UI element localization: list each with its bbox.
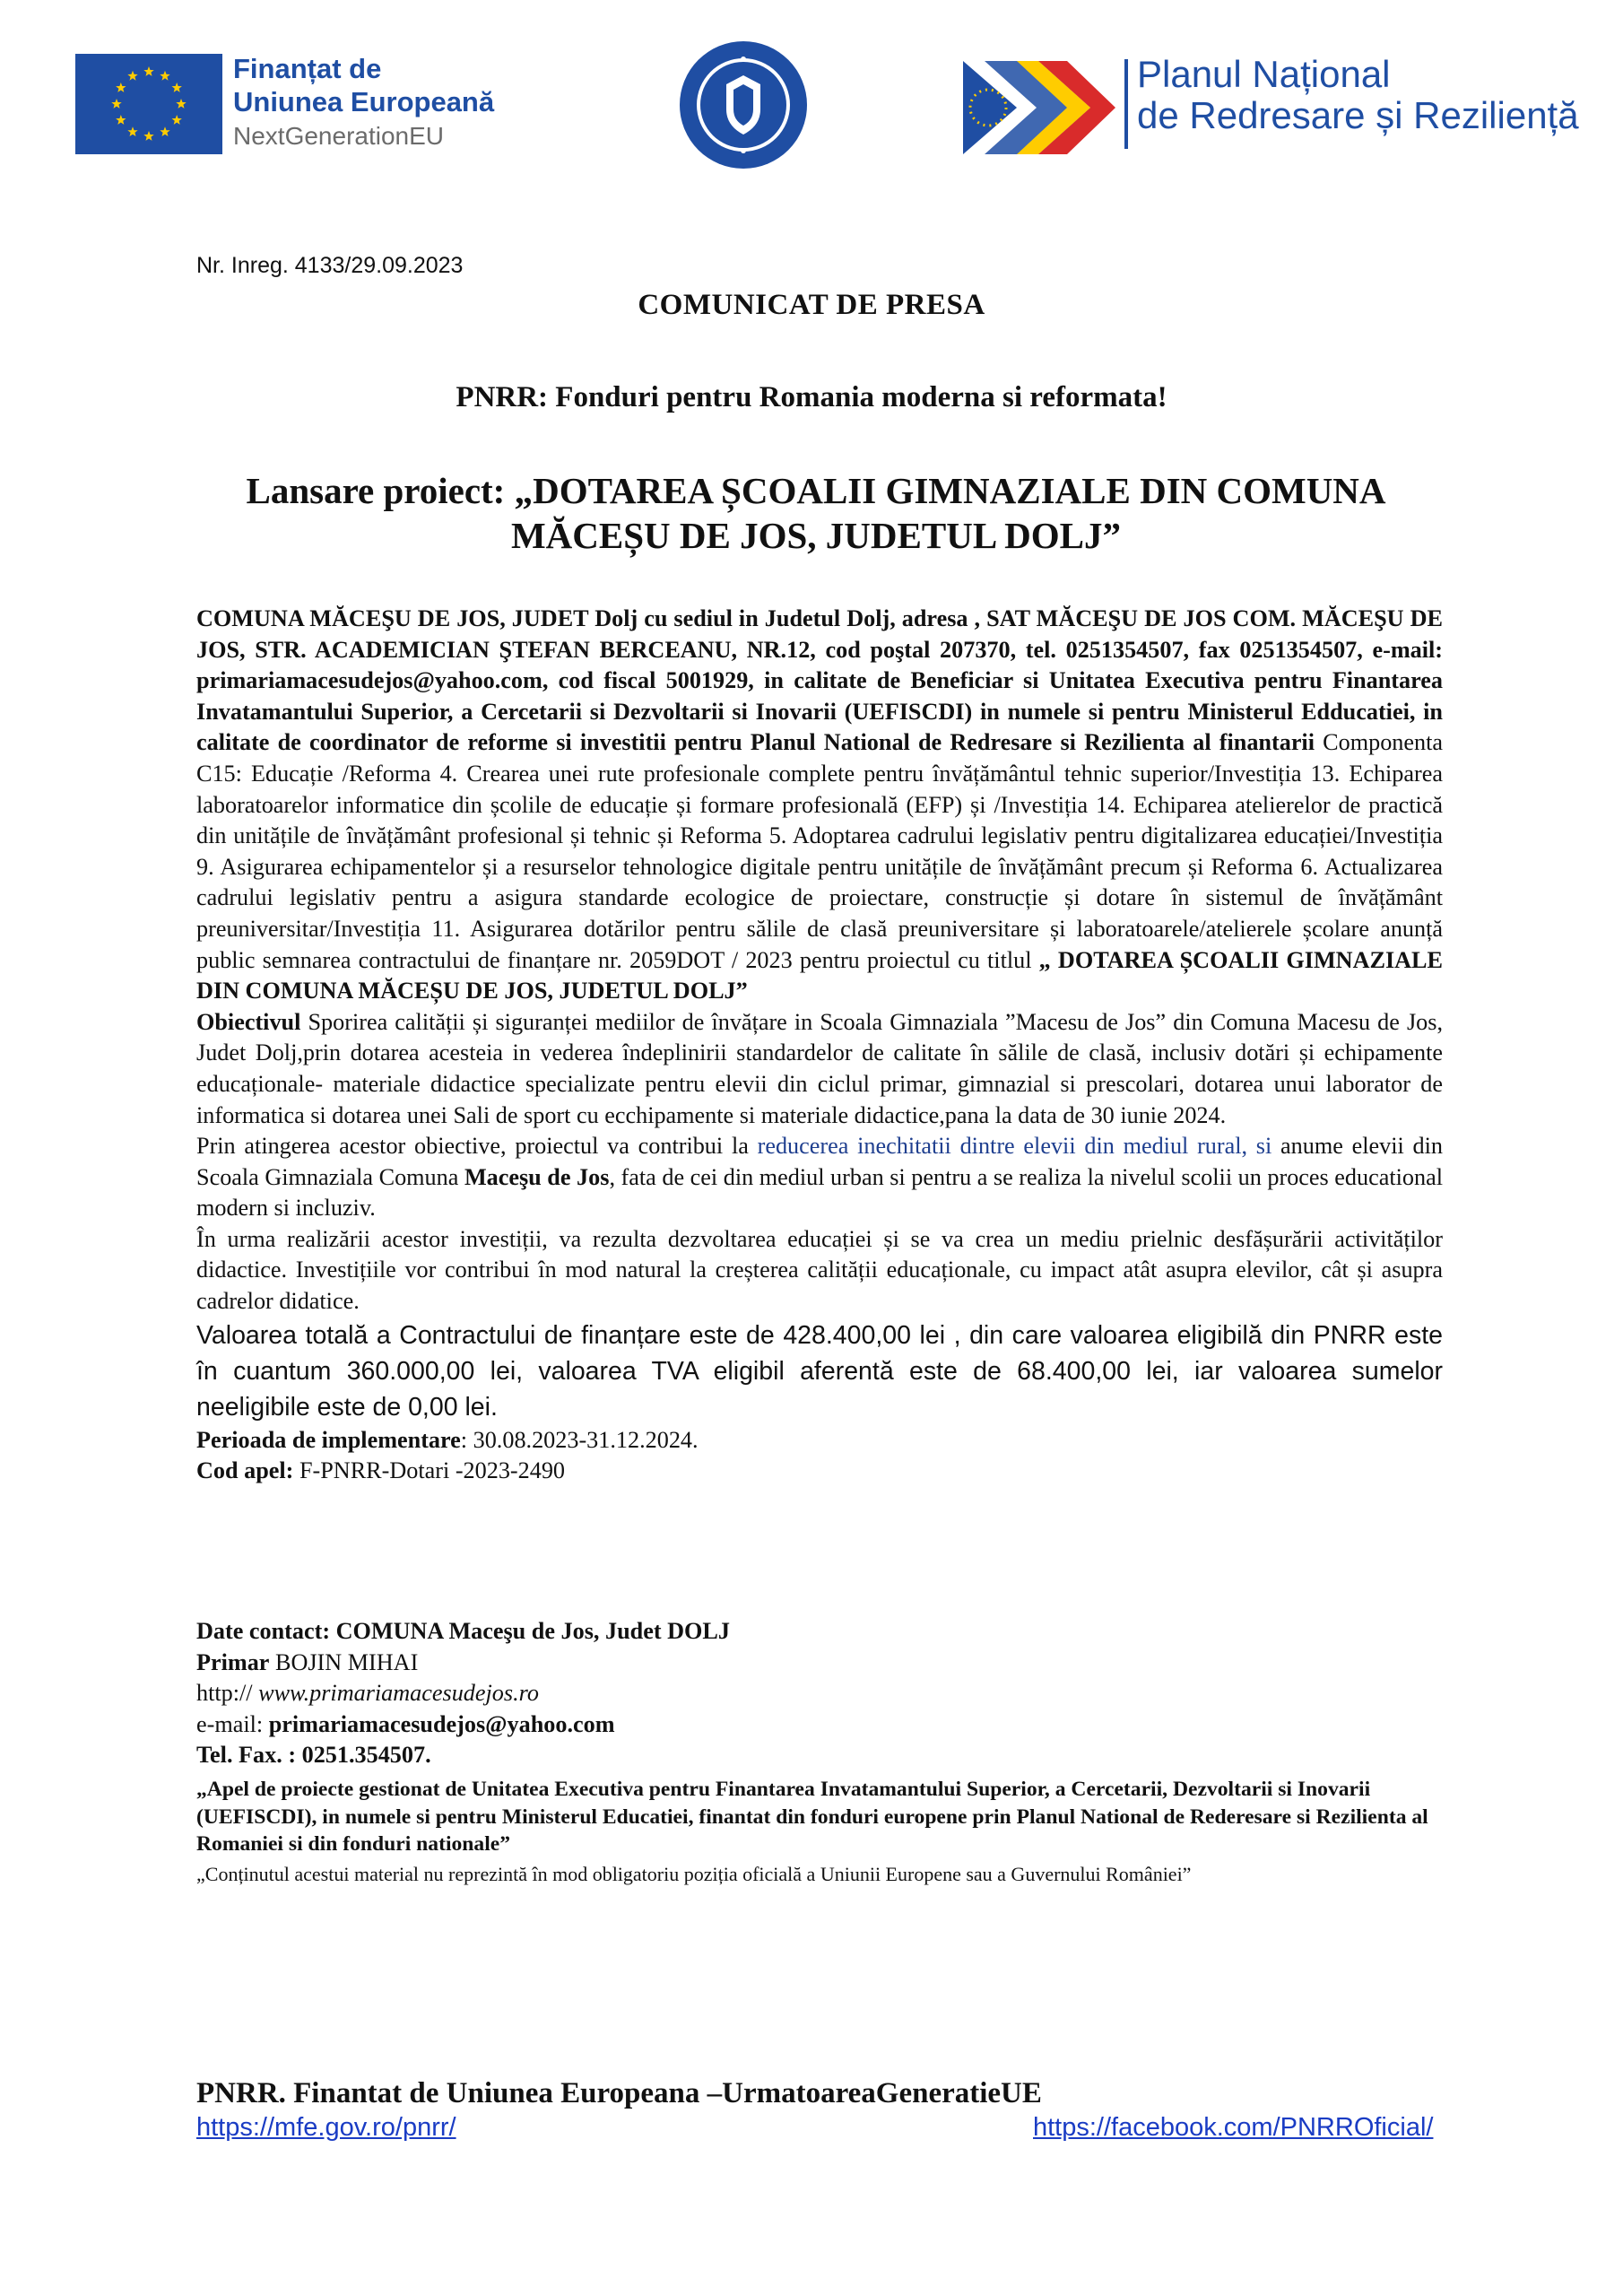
beneficiary-paragraph (196, 604, 1443, 1007)
impact-highlight: reducerea inechitatii dintre elevii din mediul rural, si (757, 1133, 1272, 1160)
call-code-value: F-PNRR-Dotari -2023-2490 (293, 1457, 566, 1484)
mayor-label: Primar (196, 1648, 270, 1675)
mayor-name: BOJIN MIHAI (269, 1648, 419, 1675)
pnrr-logo-line2: de Redresare și Reziliență (1137, 94, 1579, 136)
press-release-heading: COMUNICAT DE PRESA (638, 289, 985, 321)
eu-logo-line2: Uniunea Europeană (233, 86, 495, 117)
results-paragraph: În urma realizării acestor investiții, va rezulta dezvoltarea educației și se va crea un mediu prielnic desfășurării activităților didactice. Investițiile vor contribui în mod natural la creșterea calității educaționale, cu impact atât asupra elevilor, cât și asupra cadrelor didatice. (196, 1225, 1443, 1315)
impact-school-name: Maceşu de Jos (464, 1163, 610, 1190)
objective-label: Obiectivul (196, 1008, 301, 1035)
period-value: : 30.08.2023-31.12.2024. (460, 1426, 699, 1453)
pnrr-divider (1124, 59, 1128, 149)
email-link[interactable]: primariamacesudejos@yahoo.com (268, 1710, 615, 1737)
project-title-inline: „ DOTAREA ȘCOALII GIMNAZIALE DIN COMUNA MĂCEȘU DE JOS, JUDETUL DOLJ” (196, 946, 1443, 1004)
contract-value-paragraph: Valoarea totală a Contractului de finanțare este de 428.400,00 lei , din care valoarea eligibilă din PNRR este în cuantum 360.000,00 lei, valoarea TVA eligibil aferentă este de 68.400,00 lei, iar valoarea sumelor neeligibile este de 0,00 lei. (196, 1320, 1443, 1422)
eu-flag-icon (75, 54, 222, 154)
email-prefix: e-mail: (196, 1710, 269, 1737)
website-link[interactable]: www.primariamacesudejos.ro (258, 1680, 539, 1707)
website-prefix: http:// (196, 1680, 259, 1707)
call-code-label: Cod apel: (196, 1457, 294, 1484)
facebook-pnrr-link[interactable]: https://facebook.com/PNRROficial/ (1033, 2113, 1434, 2142)
contact-heading: Date contact: COMUNA Maceşu de Jos, Judet DOLJ (196, 1618, 730, 1644)
romanian-government-seal-icon (678, 39, 809, 170)
eu-logo-line3: NextGenerationEU (233, 122, 445, 150)
title-line-2: MĂCEȘU DE JOS, JUDETUL DOLJ” (510, 515, 1122, 556)
components-text: Componenta C15: Educație /Reforma 4. Crearea unei rute profesionale complete pentru învățământul tehnic superior/Investiția 13. Echiparea laboratoarelor informatice din școlile de educație și formare profesională (EFP) și /Investiția 14. Echiparea atelierelor de practică din unitățile de învățământ profesional și tehnic și Reforma 5. Adoptarea cadrului legislativ pentru digitalizarea educației/Investiția 9. Asigurarea echipamentelor și a resurselor tehnologice digitale pentru unitățile de învățământ precum și Reforma 6. Actualizarea cadrului legislativ pentru a asigura standarde ecologice de proiectare, construcție și dotare în sistemul de învățământ preuniversitar/Investiția 11. Asigurarea dotărilor pentru sălile de clasă preuniversitare și laboratoarele/atelierele școlare anunță public semnarea contractului de finanțare nr. 2059DOT / 2023 pentru proiectul cu titlul (196, 729, 1443, 973)
eu-logo-line1: Finanțat de (233, 53, 382, 84)
pnrr-logo-line1: Planul Național (1137, 53, 1391, 95)
press-release-body (196, 604, 1443, 1487)
disclaimer: „Conținutul acestui material nu reprezintă în mod obligatoriu poziția oficială a Uniunii Europene sau a Guvernului României” (196, 1863, 1192, 1885)
impact-paragraph (196, 1131, 1443, 1224)
footer-title: PNRR. Finantat de Uniunea Europeana –UrmatoareaGeneratieUE (196, 2077, 1042, 2109)
contact-block (196, 1616, 1443, 1771)
pnrr-arrow-flag-icon (963, 61, 1115, 154)
period-label: Perioada de implementare (196, 1426, 461, 1453)
impact-text-a: Prin atingerea acestor obiective, proiectul va contribui la (196, 1133, 758, 1160)
objective-text: Sporirea calității și siguranței mediilor de învățare in Scoala Gimnaziala ”Macesu de Jos” din Comuna Macesu de Jos, Judet Dolj,prin dotarea acesteia in vederea îndeplinirii standardelor de calitate în sălile de clasă, inclusiv dotări și echipamente educaționale- materiale didactice specializate pentru elevii din ciclul primar, gimnazial si prescolari, dotarea unui laborator de informatica si dotarea unei Sali de sport cu ecchipamente si materiale didactice,pana la data de 30 iunie 2024. (196, 1008, 1443, 1128)
call-code (196, 1456, 1443, 1487)
tel-fax: Tel. Fax. : 0251.354507. (196, 1742, 431, 1769)
impact-text-c: , fata de cei din mediul urban si pentru a se realiza la nivelul scolii un proces educational modern si incluziv. (196, 1163, 1444, 1222)
press-release-subtitle: PNRR: Fonduri pentru Romania moderna si reformata! (456, 381, 1167, 413)
project-launch-title (197, 468, 1435, 558)
eu-funding-logo (75, 54, 542, 158)
beneficiary-details: COMUNA MĂCEŞU DE JOS, JUDET Dolj cu sediul in Judetul Dolj, adresa , SAT MĂCEŞU DE JOS COM. MĂCEŞU DE JOS, STR. ACADEMICIAN ŞTEFAN BERCEANU, NR.12, cod poştal 207370, tel. 0251354507, fax 0251354507, e-mail: primariamacesudejos@yahoo.com, cod fiscal 5001929, in calitate de Beneficiar si Unitatea Executiva pentru Finantarea Invatamantului Superior, a Cercetarii si Dezvoltarii si Inovarii (UEFISCDI) in numele si pentru Ministerul Edducatiei, in calitate de coordinator de reforme si investitii pentru Planul National de Redresare si Rezilienta al finantarii (196, 605, 1443, 756)
mfe-pnrr-link[interactable]: https://mfe.gov.ro/pnrr/ (196, 2113, 456, 2142)
impact-text-b: anume elevii din Scoala Gimnaziala Comuna (196, 1133, 1443, 1190)
title-line-1: Lansare proiect: „DOTAREA ȘCOALII GIMNAZIALE DIN COMUNA (246, 470, 1386, 511)
call-statement: „Apel de proiecte gestionat de Unitatea Executiva pentru Finantarea Invatamantului Superior, a Cercetarii, Dezvoltarii si Inovarii (UEFISCDI), in numele si pentru Ministerul Educatiei, finantat din fonduri europene prin Planul National de Rederesare si Rezilienta al Romaniei si din fonduri nationale” (196, 1778, 1428, 1856)
implementation-period (196, 1425, 1443, 1457)
objective-paragraph (196, 1007, 1443, 1131)
pnrr-logo (963, 54, 1609, 161)
registration-number: Nr. Inreg. 4133/29.09.2023 (196, 253, 464, 278)
